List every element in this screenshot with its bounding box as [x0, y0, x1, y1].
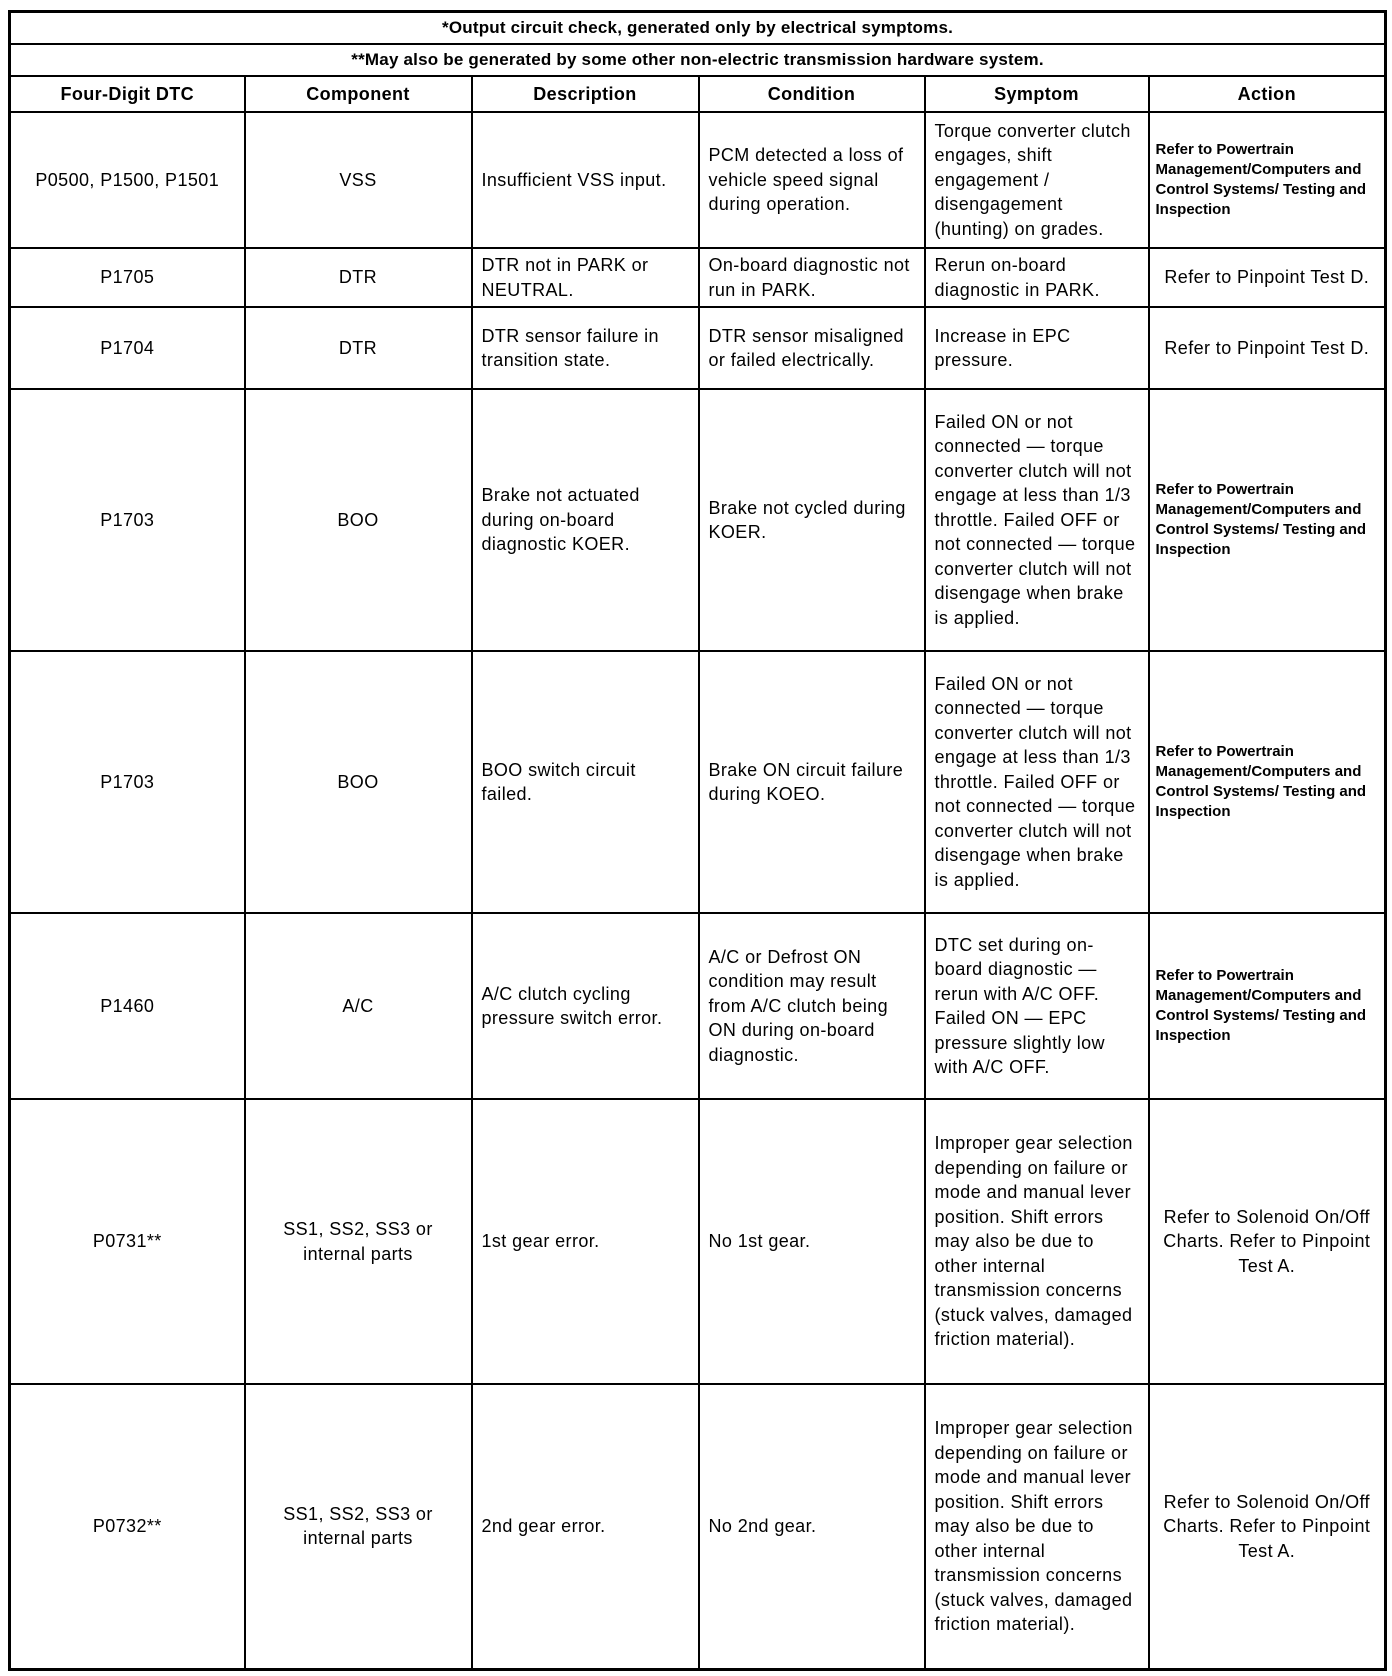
header-component: Component: [245, 76, 472, 112]
cell-symptom: DTC set during on-board diagnostic — rerun with A/C OFF. Failed ON — EPC pressure slightly low with A/C OFF.: [925, 913, 1149, 1099]
cell-condition: No 1st gear.: [699, 1099, 925, 1384]
header-symptom: Symptom: [925, 76, 1149, 112]
cell-symptom: Torque converter clutch engages, shift engagement / disengagement (hunting) on grades.: [925, 112, 1149, 248]
footnote-row-2: [10, 44, 1386, 76]
cell-condition: DTR sensor misaligned or failed electrically.: [699, 307, 925, 389]
footnote-output-circuit: *Output circuit check, generated only by electrical symptoms.: [10, 12, 1386, 45]
cell-symptom: Failed ON or not connected — torque converter clutch will not engage at less than 1/3 throttle. Failed OFF or not connected — torque converter clutch will not disengage when brake is applied.: [925, 651, 1149, 913]
cell-dtc: P1460: [10, 913, 245, 1099]
cell-component: VSS: [245, 112, 472, 248]
cell-dtc: P1705: [10, 248, 245, 307]
table-row: [10, 1384, 1386, 1669]
footnote-non-electric: **May also be generated by some other non-electric transmission hardware system.: [10, 44, 1386, 76]
cell-condition: No 2nd gear.: [699, 1384, 925, 1669]
footnote-row-1: [10, 12, 1386, 45]
cell-action: Refer to Pinpoint Test D.: [1149, 307, 1386, 389]
table-row: [10, 307, 1386, 389]
dtc-table-page: [8, 10, 1384, 1671]
table-row: [10, 651, 1386, 913]
cell-dtc: P1703: [10, 389, 245, 651]
cell-component: BOO: [245, 651, 472, 913]
cell-component: SS1, SS2, SS3 or internal parts: [245, 1099, 472, 1384]
header-description: Description: [472, 76, 699, 112]
cell-action: Refer to Powertrain Management/Computers and Control Systems/ Testing and Inspection: [1149, 651, 1386, 913]
table-row: [10, 112, 1386, 248]
dtc-table: [8, 10, 1387, 1671]
table-row: [10, 389, 1386, 651]
cell-condition: A/C or Defrost ON condition may result from A/C clutch being ON during on-board diagnostic.: [699, 913, 925, 1099]
cell-description: Brake not actuated during on-board diagnostic KOER.: [472, 389, 699, 651]
cell-action: Refer to Powertrain Management/Computers and Control Systems/ Testing and Inspection: [1149, 913, 1386, 1099]
cell-symptom: Rerun on-board diagnostic in PARK.: [925, 248, 1149, 307]
cell-description: DTR not in PARK or NEUTRAL.: [472, 248, 699, 307]
cell-description: A/C clutch cycling pressure switch error.: [472, 913, 699, 1099]
cell-description: 1st gear error.: [472, 1099, 699, 1384]
cell-component: SS1, SS2, SS3 or internal parts: [245, 1384, 472, 1669]
cell-action: Refer to Solenoid On/Off Charts. Refer to Pinpoint Test A.: [1149, 1384, 1386, 1669]
cell-description: BOO switch circuit failed.: [472, 651, 699, 913]
cell-condition: Brake not cycled during KOER.: [699, 389, 925, 651]
cell-description: 2nd gear error.: [472, 1384, 699, 1669]
cell-component: DTR: [245, 248, 472, 307]
cell-action: Refer to Powertrain Management/Computers and Control Systems/ Testing and Inspection: [1149, 112, 1386, 248]
cell-symptom: Improper gear selection depending on failure or mode and manual lever position. Shift errors may also be due to other internal transmission concerns (stuck valves, damaged friction material).: [925, 1099, 1149, 1384]
cell-symptom: Improper gear selection depending on failure or mode and manual lever position. Shift errors may also be due to other internal transmission concerns (stuck valves, damaged friction material).: [925, 1384, 1149, 1669]
cell-component: BOO: [245, 389, 472, 651]
cell-condition: On-board diagnostic not run in PARK.: [699, 248, 925, 307]
cell-dtc: P1704: [10, 307, 245, 389]
table-row: [10, 1099, 1386, 1384]
cell-dtc: P0731**: [10, 1099, 245, 1384]
header-row: [10, 76, 1386, 112]
table-row: [10, 248, 1386, 307]
header-dtc: Four-Digit DTC: [10, 76, 245, 112]
cell-condition: Brake ON circuit failure during KOEO.: [699, 651, 925, 913]
cell-action: Refer to Powertrain Management/Computers and Control Systems/ Testing and Inspection: [1149, 389, 1386, 651]
cell-description: Insufficient VSS input.: [472, 112, 699, 248]
cell-component: DTR: [245, 307, 472, 389]
cell-action: Refer to Pinpoint Test D.: [1149, 248, 1386, 307]
header-condition: Condition: [699, 76, 925, 112]
table-row: [10, 913, 1386, 1099]
cell-symptom: Failed ON or not connected — torque converter clutch will not engage at less than 1/3 throttle. Failed OFF or not connected — torque converter clutch will not disengage when brake is applied.: [925, 389, 1149, 651]
cell-action: Refer to Solenoid On/Off Charts. Refer to Pinpoint Test A.: [1149, 1099, 1386, 1384]
cell-symptom: Increase in EPC pressure.: [925, 307, 1149, 389]
cell-dtc: P0732**: [10, 1384, 245, 1669]
header-action: Action: [1149, 76, 1386, 112]
cell-condition: PCM detected a loss of vehicle speed signal during operation.: [699, 112, 925, 248]
cell-description: DTR sensor failure in transition state.: [472, 307, 699, 389]
cell-component: A/C: [245, 913, 472, 1099]
cell-dtc: P0500, P1500, P1501: [10, 112, 245, 248]
cell-dtc: P1703: [10, 651, 245, 913]
